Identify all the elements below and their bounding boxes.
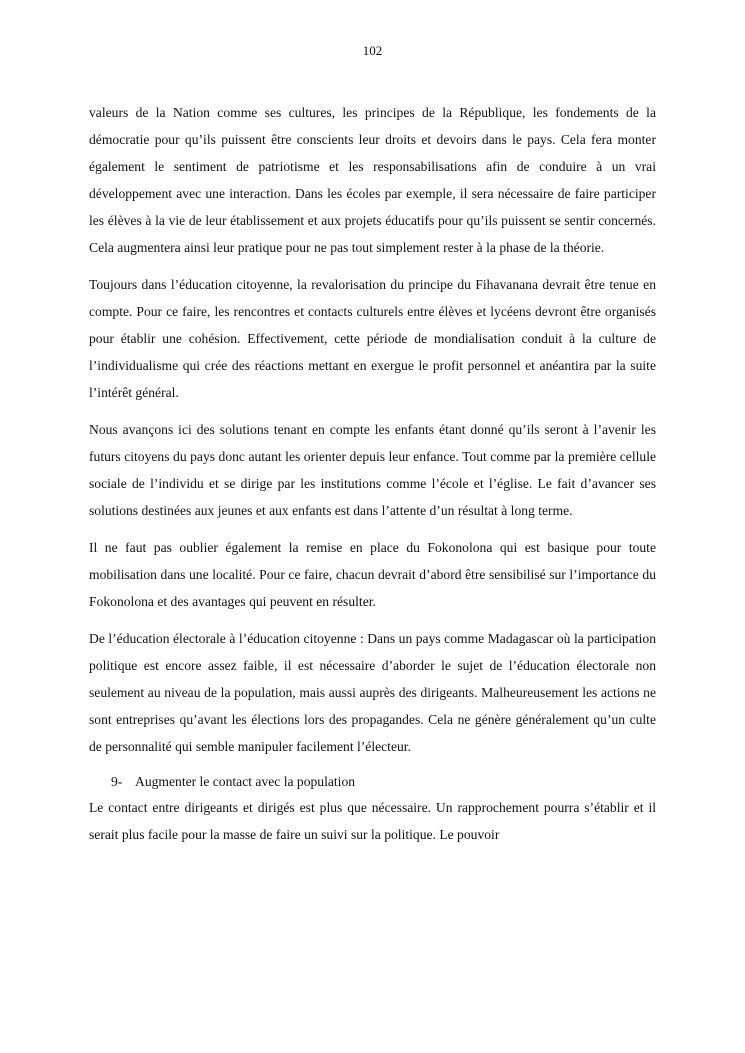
section-number: 9- bbox=[111, 774, 123, 789]
paragraph-electoral-education: De l’éducation électorale à l’éducation citoyenne : Dans un pays comme Madagascar où la participation politique est encore assez faible, il est nécessaire d’aborder le sujet de l’éducation électorale non seulement au niveau de la population, mais aussi auprès des dirigeants. Malheureusement les actions ne sont entreprises qu’avant les élections lors des propagandes. Cela ne génère généralement qu’un culte de personnalité qui semble manipuler facilement l’électeur. bbox=[89, 631, 656, 754]
section-heading bbox=[89, 770, 656, 794]
page-number: 102 bbox=[362, 43, 383, 58]
document-body bbox=[89, 99, 656, 858]
section-title: Augmenter le contact avec la population bbox=[135, 774, 356, 789]
paragraph-fihavanana: Toujours dans l’éducation citoyenne, la revalorisation du principe du Fihavanana devrait être tenue en compte. Pour ce faire, les rencontres et contacts culturels entre élèves et lycéens devront être organisés pour établir une cohésion. Effectivement, cette période de mondialisation conduit à la culture de l’individualisme qui crée des réactions mettant en exergue le profit personnel et anéantira par la suite l’intérêt général. bbox=[89, 277, 656, 400]
paragraph-fokonolona: Il ne faut pas oublier également la remise en place du Fokonolona qui est basique pour toute mobilisation dans une localité. Pour ce faire, chacun devrait d’abord être sensibilisé sur l’importance du Fokonolona et des avantages qui peuvent en résulter. bbox=[89, 540, 656, 609]
paragraph-children-solutions: Nous avançons ici des solutions tenant en compte les enfants étant donné qu’ils seront à l’avenir les futurs citoyens du pays donc autant les orienter depuis leur enfance. Tout comme par la première cellule sociale de l’individu et se dirige par les institutions comme l’école et l’église. Le fait d’avancer ses solutions destinées aux jeunes et aux enfants est dans l’attente d’un résultat à long terme. bbox=[89, 422, 656, 518]
paragraph-civic-values: valeurs de la Nation comme ses cultures, les principes de la République, les fondements de la démocratie pour qu’ils puissent être conscients leur droits et devoirs dans le pays. Cela fera monter également le sentiment de patriotisme et les responsabilisations afin de conduire à un vrai développement avec une interaction. Dans les écoles par exemple, il sera nécessaire de faire participer les élèves à la vie de leur établissement et aux projets éducatifs pour qu’ils puissent se sentir concernés. Cela augmentera ainsi leur pratique pour ne pas tout simplement rester à la phase de la théorie. bbox=[89, 105, 656, 255]
paragraph-contact: Le contact entre dirigeants et dirigés est plus que nécessaire. Un rapprochement pourra s’établir et il serait plus facile pour la masse de faire un suivi sur la politique. Le pouvoir bbox=[89, 800, 656, 842]
